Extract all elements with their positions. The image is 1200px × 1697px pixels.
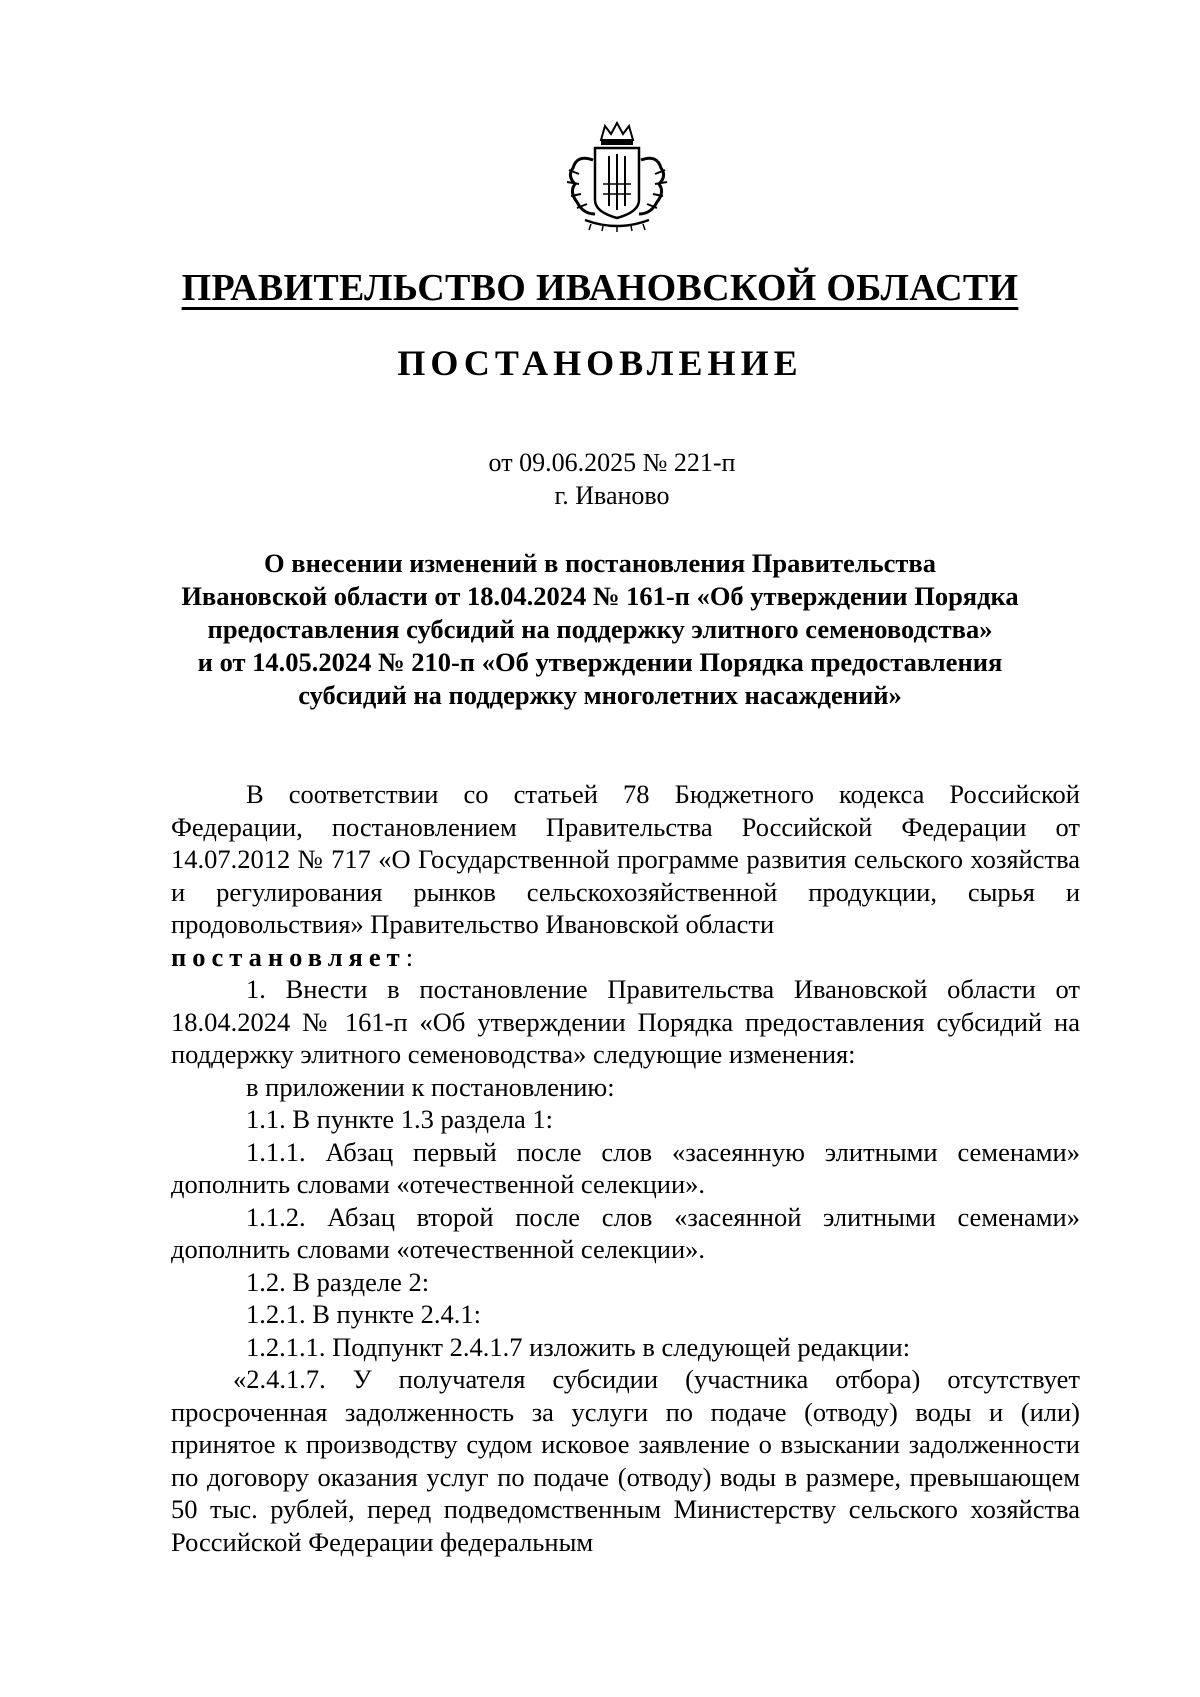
resolves-colon: : xyxy=(405,941,414,972)
paragraph: 1.2. В разделе 2: xyxy=(246,1266,430,1297)
government-title xyxy=(0,264,1200,312)
preamble-text: В соответствии со статьей 78 Бюджетного кодекса Российской Федерации, постановлением Правительства Российской Федерации от 14.07.2012 № 717 «О Государственной программе развития сельского хозяйства и регулирования рынков сельскохозяйственной продукции, сырья и продовольствия» Правительство Ивановской области xyxy=(171,779,1080,939)
paragraph: в приложении к постановлению: xyxy=(246,1071,615,1102)
city: г. Иваново xyxy=(554,481,670,510)
subject-line: Ивановской области от 18.04.2024 № 161-п «Об утверждении Порядка xyxy=(181,581,1019,611)
subject-line: субсидий на поддержку многолетних насаждений» xyxy=(298,680,902,710)
subject-line: О внесении изменений в постановления Правительства xyxy=(264,548,936,578)
paragraph: 1. Внести в постановление Правительства Ивановской области от 18.04.2024 № 161-п «Об утверждении Порядка предоставления субсидий на поддержку элитного семеноводства» следующие изменения: xyxy=(171,974,1080,1069)
document-body xyxy=(171,778,1080,1558)
paragraph: 1.1. В пункте 1.3 раздела 1: xyxy=(246,1104,554,1134)
subject-line: и от 14.05.2024 № 210-п «Об утверждении Порядка предоставления xyxy=(197,647,1003,677)
paragraph: 1.1.1. Абзац первый после слов «засеянную элитными семенами» дополнить словами «отечественной селекции». xyxy=(171,1136,1080,1199)
paragraph: 1.2.1.1. Подпункт 2.4.1.7 изложить в следующей редакции: xyxy=(246,1331,911,1362)
document-subject xyxy=(150,547,1050,712)
subject-line: предоставления субсидий на поддержку элитного семеноводства» xyxy=(207,614,993,644)
paragraph: «2.4.1.7. У получателя субсидии (участника отбора) отсутствует просроченная задолженность за услуги по подаче (отводу) воды и (или) принятое к производству судом исковое заявление о взыскании задолженности по договору оказания услуг по подаче (отводу) воды в размере, превышающем 50 тыс. рублей, перед подведомственным Министерству сельского хозяйства Российской Федерации федеральным xyxy=(171,1364,1080,1557)
resolves-word: постановляет xyxy=(171,941,406,972)
document-type: ПОСТАНОВЛЕНИЕ xyxy=(397,343,803,383)
paragraph: 1.1.2. Абзац второй после слов «засеянной элитными семенами» дополнить словами «отечественной селекции». xyxy=(171,1201,1080,1264)
document-meta xyxy=(0,446,1200,512)
government-title-text: ПРАВИТЕЛЬСТВО ИВАНОВСКОЙ ОБЛАСТИ xyxy=(181,267,1019,309)
preamble-paragraph xyxy=(171,778,1080,973)
ivanovo-oblast-coat-of-arms-icon xyxy=(555,120,679,232)
paragraph: 1.2.1. В пункте 2.4.1: xyxy=(246,1299,482,1329)
date-number: от 09.06.2025 № 221-п xyxy=(488,448,736,477)
